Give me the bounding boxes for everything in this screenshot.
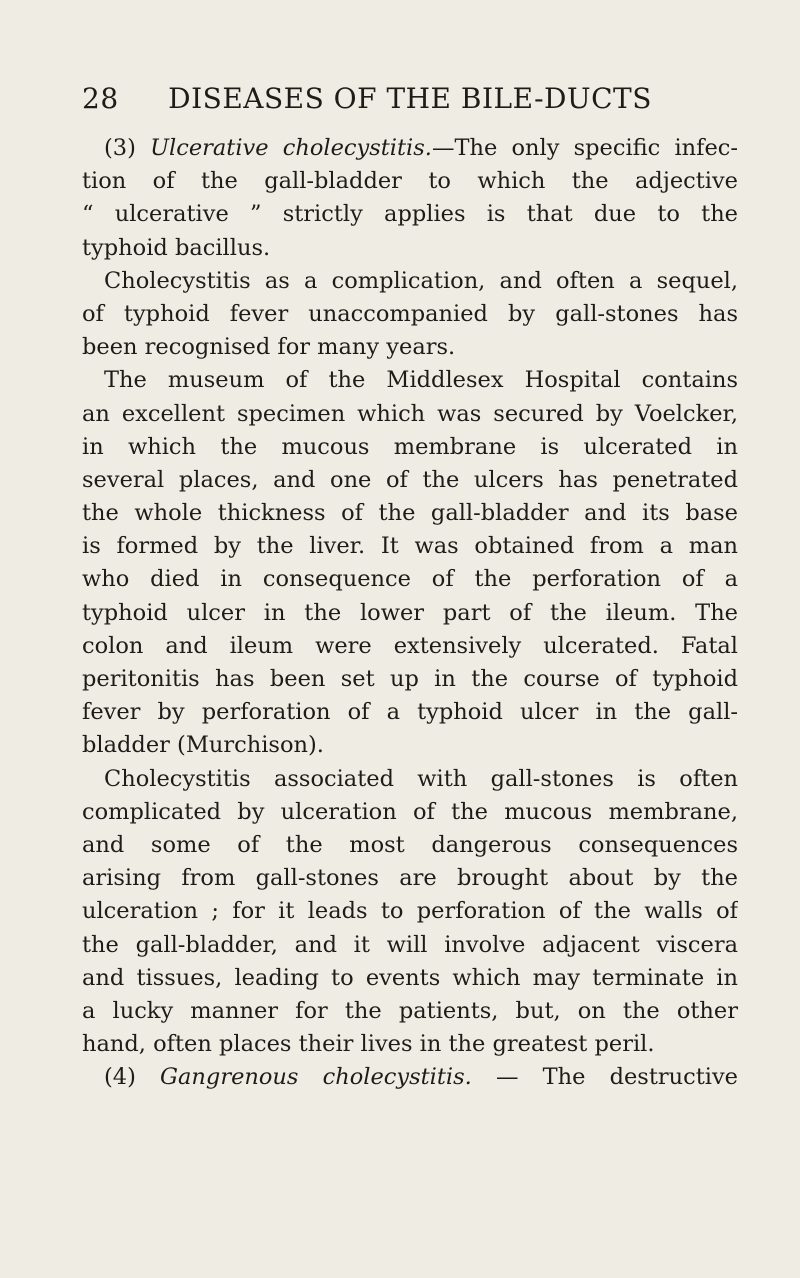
text-line: Cholecystitis as a complication, and often a sequel, [104, 267, 738, 294]
text-line: ulceration ; for it leads to perforation of the walls of [82, 898, 738, 925]
body-text [82, 132, 738, 1094]
heading-continuation: —The only specific infec- [431, 135, 738, 161]
section-heading: Gangrenous cholecystitis. [160, 1064, 472, 1091]
text-line: the whole thickness of the gall-bladder and its base [82, 500, 738, 527]
text-line: colon and ileum were extensively ulcerated. Fatal [82, 632, 738, 659]
text-line: The museum of the Middlesex Hospital contains [104, 367, 738, 394]
text-line [82, 1061, 738, 1094]
running-title: DISEASES OF THE BILE-DUCTS [168, 82, 652, 115]
text-line: Cholecystitis associated with gall-stones is often [104, 765, 738, 792]
text-line: and tissues, leading to events which may terminate in [82, 964, 738, 991]
text-line: arising from gall-stones are brought about by the [82, 865, 738, 892]
text-line: tion of the gall-bladder to which the adjective [82, 168, 738, 195]
text-line: in which the mucous membrane is ulcerated in [82, 433, 738, 460]
text-line: complicated by ulceration of the mucous membrane, [82, 798, 738, 825]
section-number: (3) [104, 135, 151, 161]
paragraph [82, 132, 738, 265]
text-line: who died in consequence of the perforation of a [82, 566, 738, 593]
text-line: hand, often places their lives in the greatest peril. [82, 1031, 655, 1058]
heading-continuation: — The destructive [471, 1064, 738, 1091]
text-line: a lucky manner for the patients, but, on the other [82, 997, 738, 1024]
text-line: several places, and one of the ulcers has penetrated [82, 466, 738, 493]
text-line: fever by perforation of a typhoid ulcer in the gall- [82, 699, 738, 726]
text-line: and some of the most dangerous consequences [82, 831, 738, 858]
paragraph [82, 763, 738, 1062]
text-line: an excellent specimen which was secured by Voelcker, [82, 400, 738, 427]
text-line [82, 132, 738, 165]
running-header [82, 82, 738, 122]
text-line: “ ulcerative ” strictly applies is that due to the [82, 201, 738, 228]
text-line: bladder (Murchison). [82, 732, 324, 759]
text-line: of typhoid fever unaccompanied by gall-stones has [82, 300, 738, 327]
section-heading: Ulcerative cholecystitis. [150, 135, 432, 161]
text-line: typhoid bacillus. [82, 234, 271, 261]
text-line: is formed by the liver. It was obtained from a man [82, 533, 738, 560]
paragraph [82, 1061, 738, 1094]
section-number: (4) [104, 1064, 161, 1091]
paragraph [82, 265, 738, 365]
paragraph [82, 364, 738, 762]
page [82, 82, 738, 1094]
text-line: typhoid ulcer in the lower part of the ileum. The [82, 599, 738, 626]
text-line: been recognised for many years. [82, 334, 456, 361]
page-number: 28 [82, 82, 119, 115]
text-line: the gall-bladder, and it will involve adjacent viscera [82, 931, 738, 958]
text-line: peritonitis has been set up in the course of typhoid [82, 666, 738, 692]
